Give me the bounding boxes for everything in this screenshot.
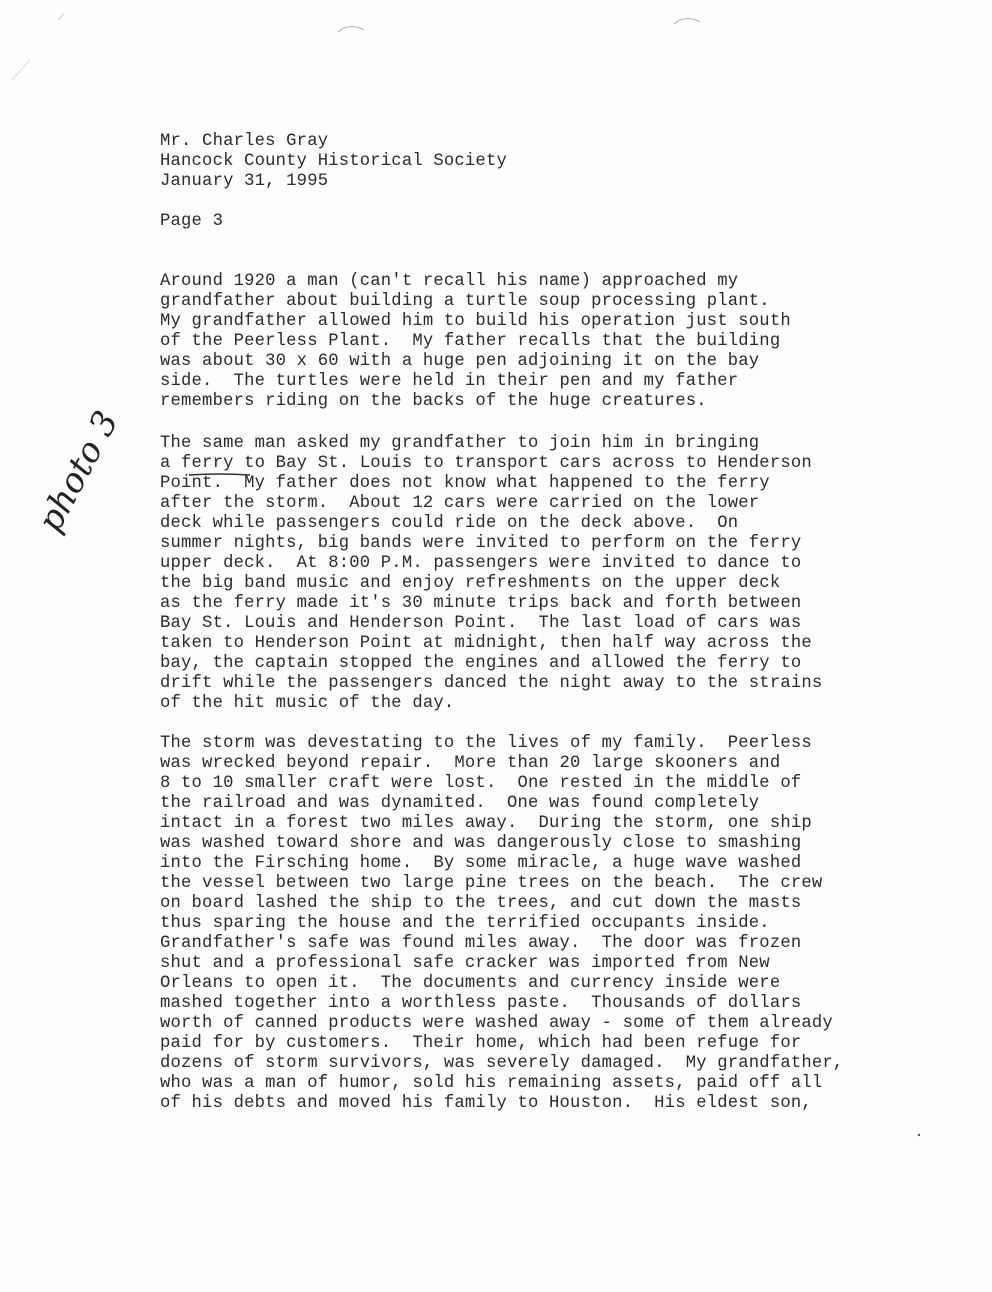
recipient-organization: Hancock County Historical Society <box>160 152 507 171</box>
scan-speck <box>0 0 120 100</box>
body-line: deck while passengers could ride on the deck above. On <box>160 514 739 533</box>
body-line: the railroad and was dynamited. One was found completely <box>160 794 760 813</box>
scan-dot <box>916 1132 922 1138</box>
body-line: a ferry to Bay St. Louis to transport cars across to Henderson <box>160 454 812 473</box>
body-line: of the Peerless Plant. My father recalls that the building <box>160 332 781 351</box>
body-line: dozens of storm survivors, was severely damaged. My grandfather, <box>160 1054 844 1073</box>
body-line: of the hit music of the day. <box>160 694 455 713</box>
body-line: upper deck. At 8:00 P.M. passengers were invited to dance to <box>160 554 802 573</box>
page-number: Page 3 <box>160 212 224 231</box>
body-line: Bay St. Louis and Henderson Point. The last load of cars was <box>160 614 802 633</box>
body-line: shut and a professional safe cracker was imported from New <box>160 954 770 973</box>
ferry-underline <box>188 472 252 478</box>
body-line: taken to Henderson Point at midnight, then half way across the <box>160 634 812 653</box>
body-line: paid for by customers. Their home, which had been refuge for <box>160 1034 802 1053</box>
body-line: as the ferry made it's 30 minute trips back and forth between <box>160 594 802 613</box>
body-line: after the storm. About 12 cars were carried on the lower <box>160 494 760 513</box>
body-line: Orleans to open it. The documents and currency inside were <box>160 974 781 993</box>
recipient-name: Mr. Charles Gray <box>160 132 329 151</box>
body-line: bay, the captain stopped the engines and allowed the ferry to <box>160 654 802 673</box>
body-line: mashed together into a worthless paste. Thousands of dollars <box>160 994 802 1013</box>
body-line: My grandfather allowed him to build his operation just south <box>160 312 791 331</box>
body-line: Around 1920 a man (can't recall his name) approached my <box>160 272 739 291</box>
body-line: drift while the passengers danced the night away to the strains <box>160 674 823 693</box>
body-line: Point. My father does not know what happened to the ferry <box>160 474 770 493</box>
body-line: Grandfather's safe was found miles away. The door was frozen <box>160 934 802 953</box>
body-line: was wrecked beyond repair. More than 20 large skooners and <box>160 754 781 773</box>
body-line: of his debts and moved his family to Houston. His eldest son, <box>160 1094 812 1113</box>
body-line: the big band music and enjoy refreshments on the upper deck <box>160 574 781 593</box>
body-line: The same man asked my grandfather to join him in bringing <box>160 434 760 453</box>
body-line: 8 to 10 smaller craft were lost. One rested in the middle of <box>160 774 802 793</box>
body-line: into the Firsching home. By some miracle, a huge wave washed <box>160 854 802 873</box>
body-line: thus sparing the house and the terrified occupants inside. <box>160 914 770 933</box>
body-line: was about 30 x 60 with a huge pen adjoining it on the bay <box>160 352 760 371</box>
scan-mark-left <box>336 20 366 34</box>
body-line: worth of canned products were washed away - some of them already <box>160 1014 833 1033</box>
body-line: the vessel between two large pine trees on the beach. The crew <box>160 874 823 893</box>
scan-mark-right <box>672 12 702 26</box>
body-line: The storm was devestating to the lives of my family. Peerless <box>160 734 812 753</box>
handwritten-margin-note: photo 3 <box>30 404 127 539</box>
body-line: remembers riding on the backs of the huge creatures. <box>160 392 707 411</box>
body-line: intact in a forest two miles away. During the storm, one ship <box>160 814 812 833</box>
body-line: side. The turtles were held in their pen and my father <box>160 372 739 391</box>
body-line: grandfather about building a turtle soup processing plant. <box>160 292 770 311</box>
body-line: who was a man of humor, sold his remaining assets, paid off all <box>160 1074 823 1093</box>
body-line: summer nights, big bands were invited to perform on the ferry <box>160 534 802 553</box>
letter-date: January 31, 1995 <box>160 172 329 191</box>
body-line: on board lashed the ship to the trees, and cut down the masts <box>160 894 802 913</box>
body-line: was washed toward shore and was dangerously close to smashing <box>160 834 802 853</box>
